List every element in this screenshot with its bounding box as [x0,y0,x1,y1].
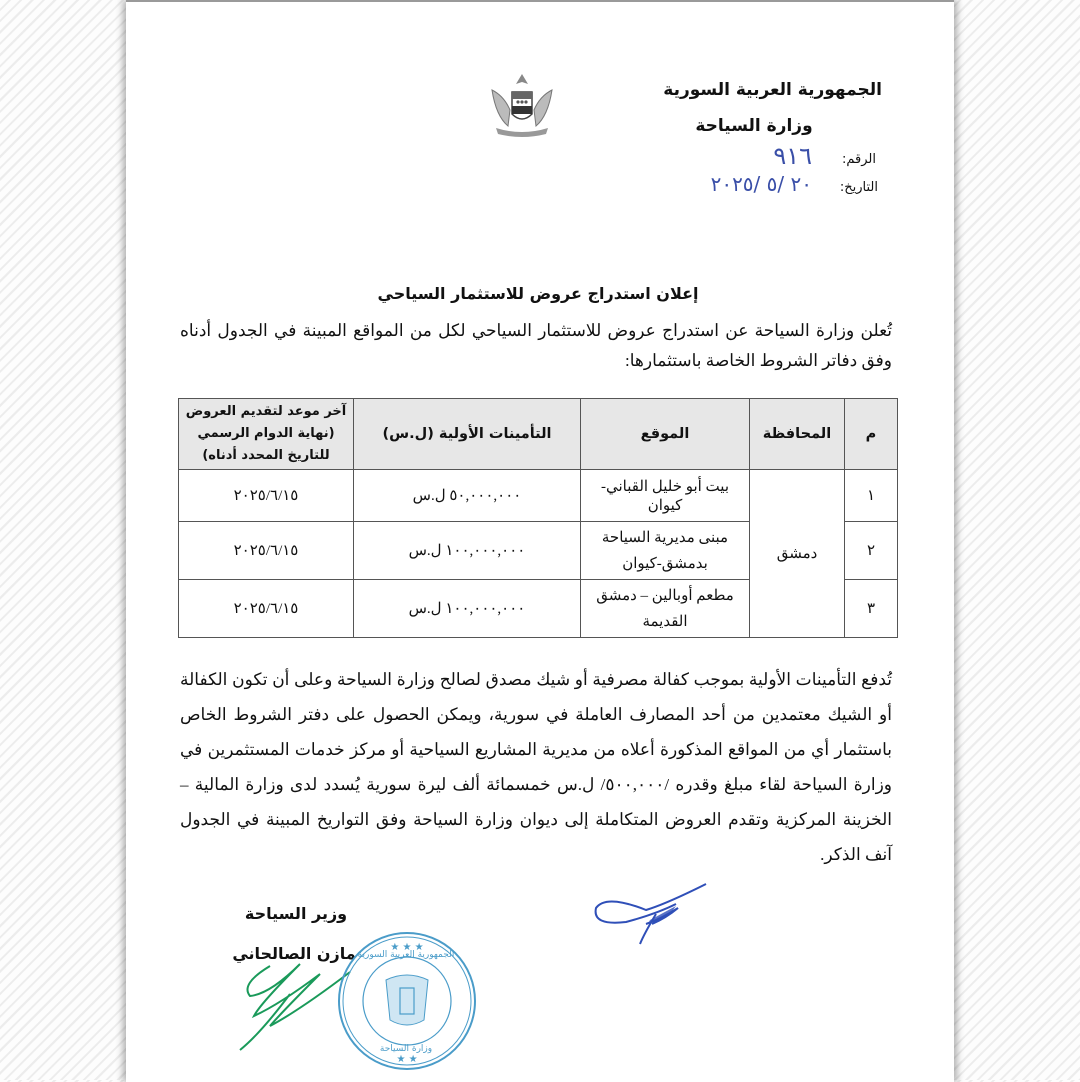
table-header-row [179,399,898,470]
table-row [179,470,898,522]
handwritten-date: ٢٠ /٥ /٢٠٢٥ [710,172,812,196]
svg-text:★ ★ ★: ★ ★ ★ [390,942,424,953]
row-index: ١ [845,470,898,522]
signatory-name: مازن الصالحاني [232,944,356,963]
deposit-cell: ١٠٠,٠٠٠,٠٠٠ ل.س [354,580,581,638]
col-deadline-header: آخر موعد لتقديم العروض (نهاية الدوام الرسمي للتاريخ المحدد أدناه) [179,399,354,470]
minister-signature-blue-icon [586,874,716,954]
deadline-cell: ٢٠٢٥/٦/١٥ [179,522,354,580]
deadline-cell: ٢٠٢٥/٦/١٥ [179,470,354,522]
announcement-title: إعلان استدراج عروض للاستثمار السياحي [377,284,699,303]
governorate-cell: دمشق [750,470,845,638]
stamp-bottom-text: وزارة السياحة [379,1044,433,1054]
offers-table [178,398,898,638]
number-label: الرقم: [842,152,876,167]
stamp-top-text: الجمهورية العربية السورية [357,950,455,960]
reference-number: ٩١٦ [773,142,812,170]
svg-text:★ ★: ★ ★ [396,1054,418,1065]
site-cell: مبنى مديرية السياحة بدمشق-كيوان [581,522,750,580]
date-label: التاريخ: [839,180,878,195]
deposit-cell: ٥٠,٠٠٠,٠٠٠ ل.س [354,470,581,522]
intro-paragraph: تُعلن وزارة السياحة عن استدراج عروض للاستثمار السياحي لكل من المواقع المبينة في الجدول أدناه وفق دفاتر الشروط الخاصة باستثمارها: [180,321,892,370]
deadline-cell: ٢٠٢٥/٦/١٥ [179,580,354,638]
ministry-title: وزارة السياحة [695,116,813,136]
signatory-role: وزير السياحة [244,904,348,923]
site-cell: مطعم أوبالين – دمشق القديمة [581,580,750,638]
eagle-emblem-icon [486,70,558,142]
col-site-header: الموقع [581,399,750,470]
body-paragraph: تُدفع التأمينات الأولية بموجب كفالة مصرفية أو شيك مصدق لصالح وزارة السياحة وعلى أن تكون الكفالة أو الشيك معتمدين من أحد المصارف العاملة في سورية، ويمكن الحصول على دفتر الشروط الخاص باستثمار أي من المواقع المذكورة أعلاه من مديرية المشاريع السياحية أو مركز خدمات المستثمرين في وزارة السياحة لقاء مبلغ وقدره /٥٠٠,٠٠٠/ ل.س خمسمائة ألف ليرة سورية يُسدد لدى وزارة المالية – الخزينة المركزية وتقدم العروض المتكاملة إلى ديوان وزارة السياحة وفق التواريخ المبينة في الجدول آنف الذكر. [180,670,892,864]
deposit-cell: ١٠٠,٠٠٠,٠٠٠ ل.س [354,522,581,580]
document-page [126,0,954,1082]
row-index: ٣ [845,580,898,638]
republic-title: الجمهورية العربية السورية [663,80,882,100]
col-index-header: م [845,399,898,470]
row-index: ٢ [845,522,898,580]
col-governorate-header: المحافظة [750,399,845,470]
col-deposit-header: التأمينات الأولية (ل.س) [354,399,581,470]
site-cell: بيت أبو خليل القباني-كيوان [581,470,750,522]
